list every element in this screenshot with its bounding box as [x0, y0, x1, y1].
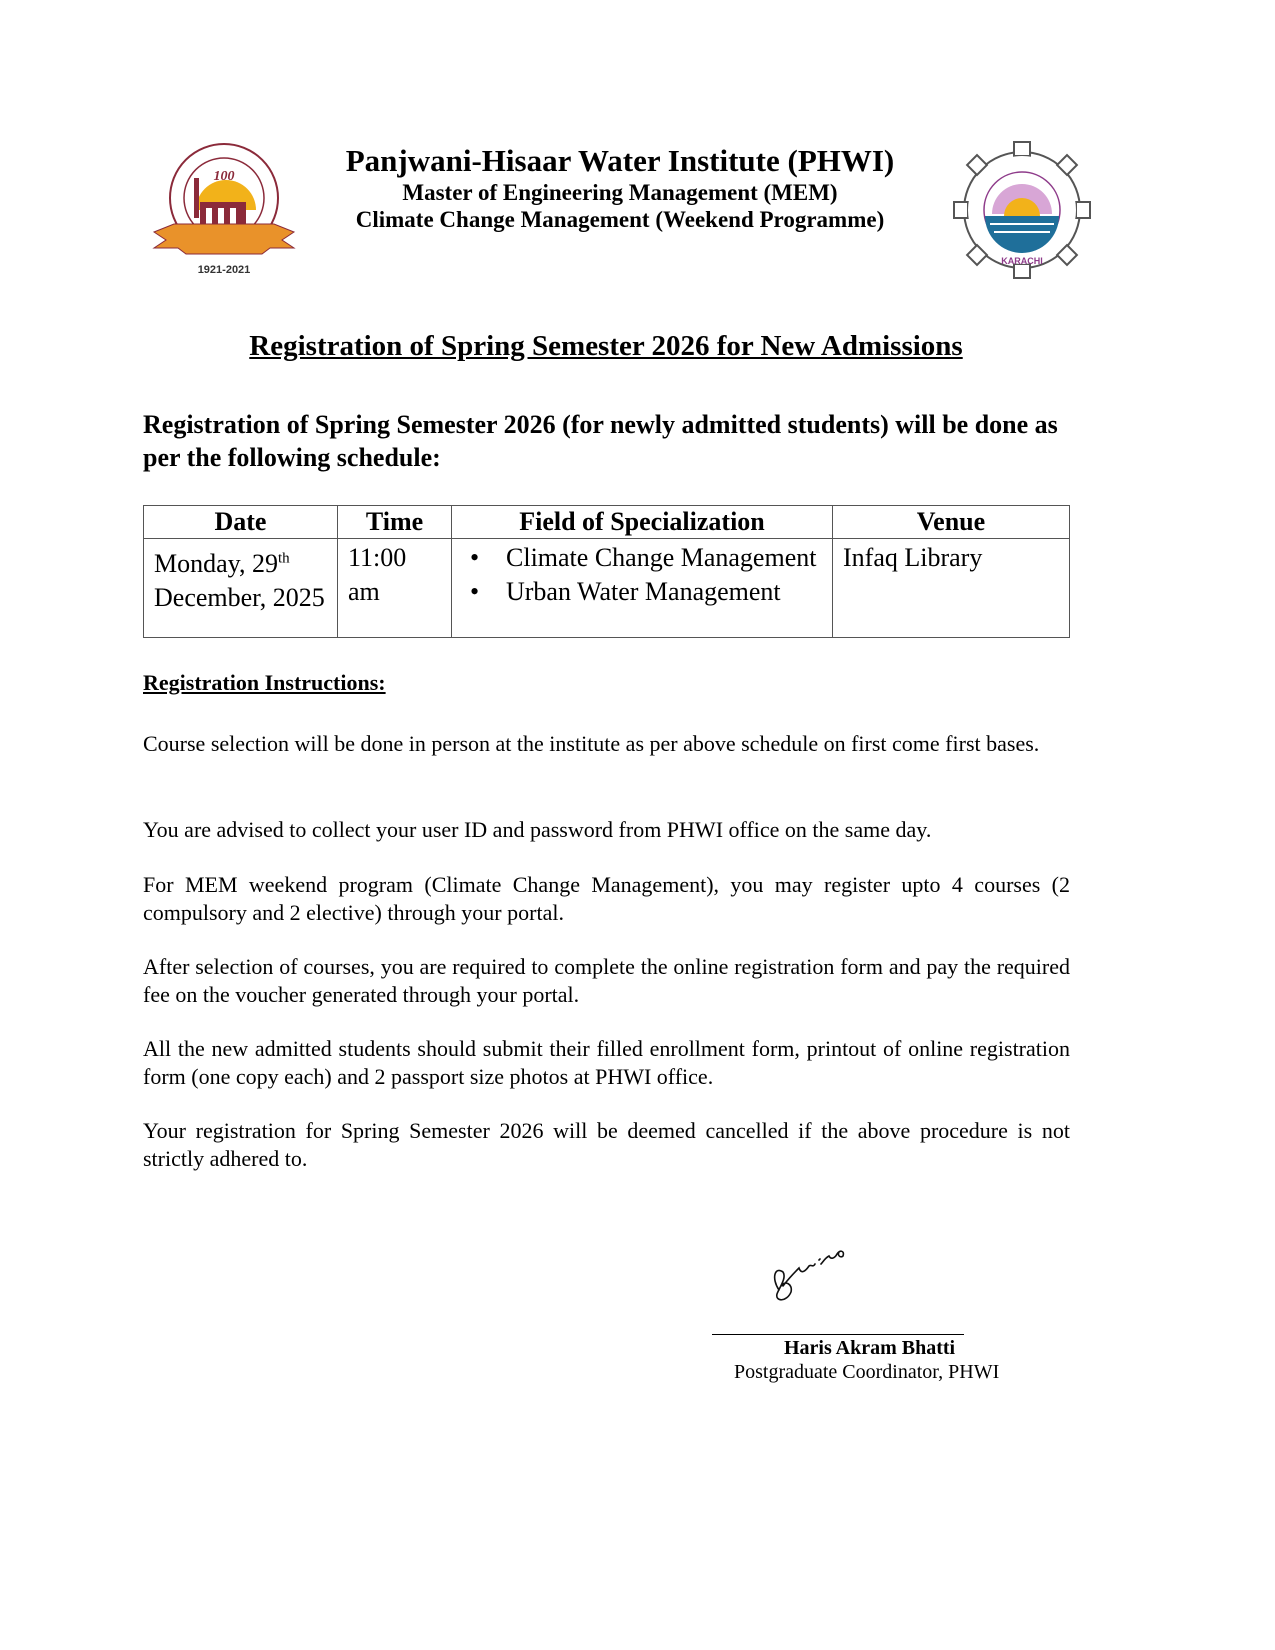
table-header-row	[144, 506, 1070, 539]
col-header-venue: Venue	[833, 506, 1070, 539]
col-header-time: Time	[338, 506, 452, 539]
instruction-paragraph: All the new admitted students should submit their filled enrollment form, printout of online registration form (one copy each) and 2 passport size photos at PHWI office.	[143, 1036, 1070, 1089]
cell-venue: Infaq Library	[833, 539, 1070, 638]
cell-date	[144, 539, 338, 638]
list-item: • Urban Water Management	[470, 575, 822, 609]
letterhead	[300, 143, 940, 233]
signature-line	[712, 1334, 964, 1335]
svg-text:KARACHI: KARACHI	[1001, 256, 1043, 266]
program-name: Master of Engineering Management (MEM)	[402, 180, 838, 205]
date-line-2: December, 2025	[154, 582, 325, 612]
date-line-1: Monday, 29th	[154, 548, 290, 578]
instructions-heading: Registration Instructions:	[143, 670, 386, 695]
col-header-date: Date	[144, 506, 338, 539]
cell-fields	[452, 539, 833, 638]
col-header-field: Field of Specialization	[452, 506, 833, 539]
instruction-paragraph: Course selection will be done in person at the institute as per above schedule on first come first bases.	[143, 731, 1040, 756]
schedule-table	[143, 505, 1070, 638]
signature-icon	[765, 1228, 865, 1308]
ned-centenary-logo	[152, 140, 297, 280]
instruction-paragraph: For MEM weekend program (Climate Change Management), you may register upto 4 courses (2 compulsory and 2 elective) through your portal.	[143, 872, 1070, 925]
signatory-name: Haris Akram Bhatti	[784, 1337, 956, 1359]
ned-university-gear-logo-icon	[952, 140, 1092, 280]
cell-time: 11:00 am	[338, 539, 452, 638]
instruction-paragraph: Your registration for Spring Semester 2026 will be deemed cancelled if the above procedure is not strictly adhered to.	[143, 1118, 1070, 1171]
svg-text:1921-2021: 1921-2021	[197, 264, 251, 276]
notice-title: Registration of Spring Semester 2026 for New Admissions	[249, 330, 963, 362]
signatory-title: Postgraduate Coordinator, PHWI	[734, 1361, 1000, 1383]
ned-university-logo	[952, 140, 1092, 280]
list-item: • Climate Change Management	[470, 541, 822, 575]
instruction-paragraph: You are advised to collect your user ID and password from PHWI office on the same day.	[143, 817, 932, 842]
ned-centenary-logo-icon	[152, 140, 297, 280]
intro-text: Registration of Spring Semester 2026 (for newly admitted students) will be done as per the following schedule:	[143, 410, 1058, 472]
svg-text:100: 100	[213, 169, 235, 184]
program-specialization: Climate Change Management (Weekend Programme)	[355, 207, 885, 232]
table-row	[144, 539, 1070, 638]
instruction-paragraph: After selection of courses, you are required to complete the online registration form and pay the required fee on the voucher generated through your portal.	[143, 954, 1070, 1007]
fields-list	[462, 541, 822, 609]
institute-name: Panjwani-Hisaar Water Institute (PHWI)	[345, 143, 895, 178]
